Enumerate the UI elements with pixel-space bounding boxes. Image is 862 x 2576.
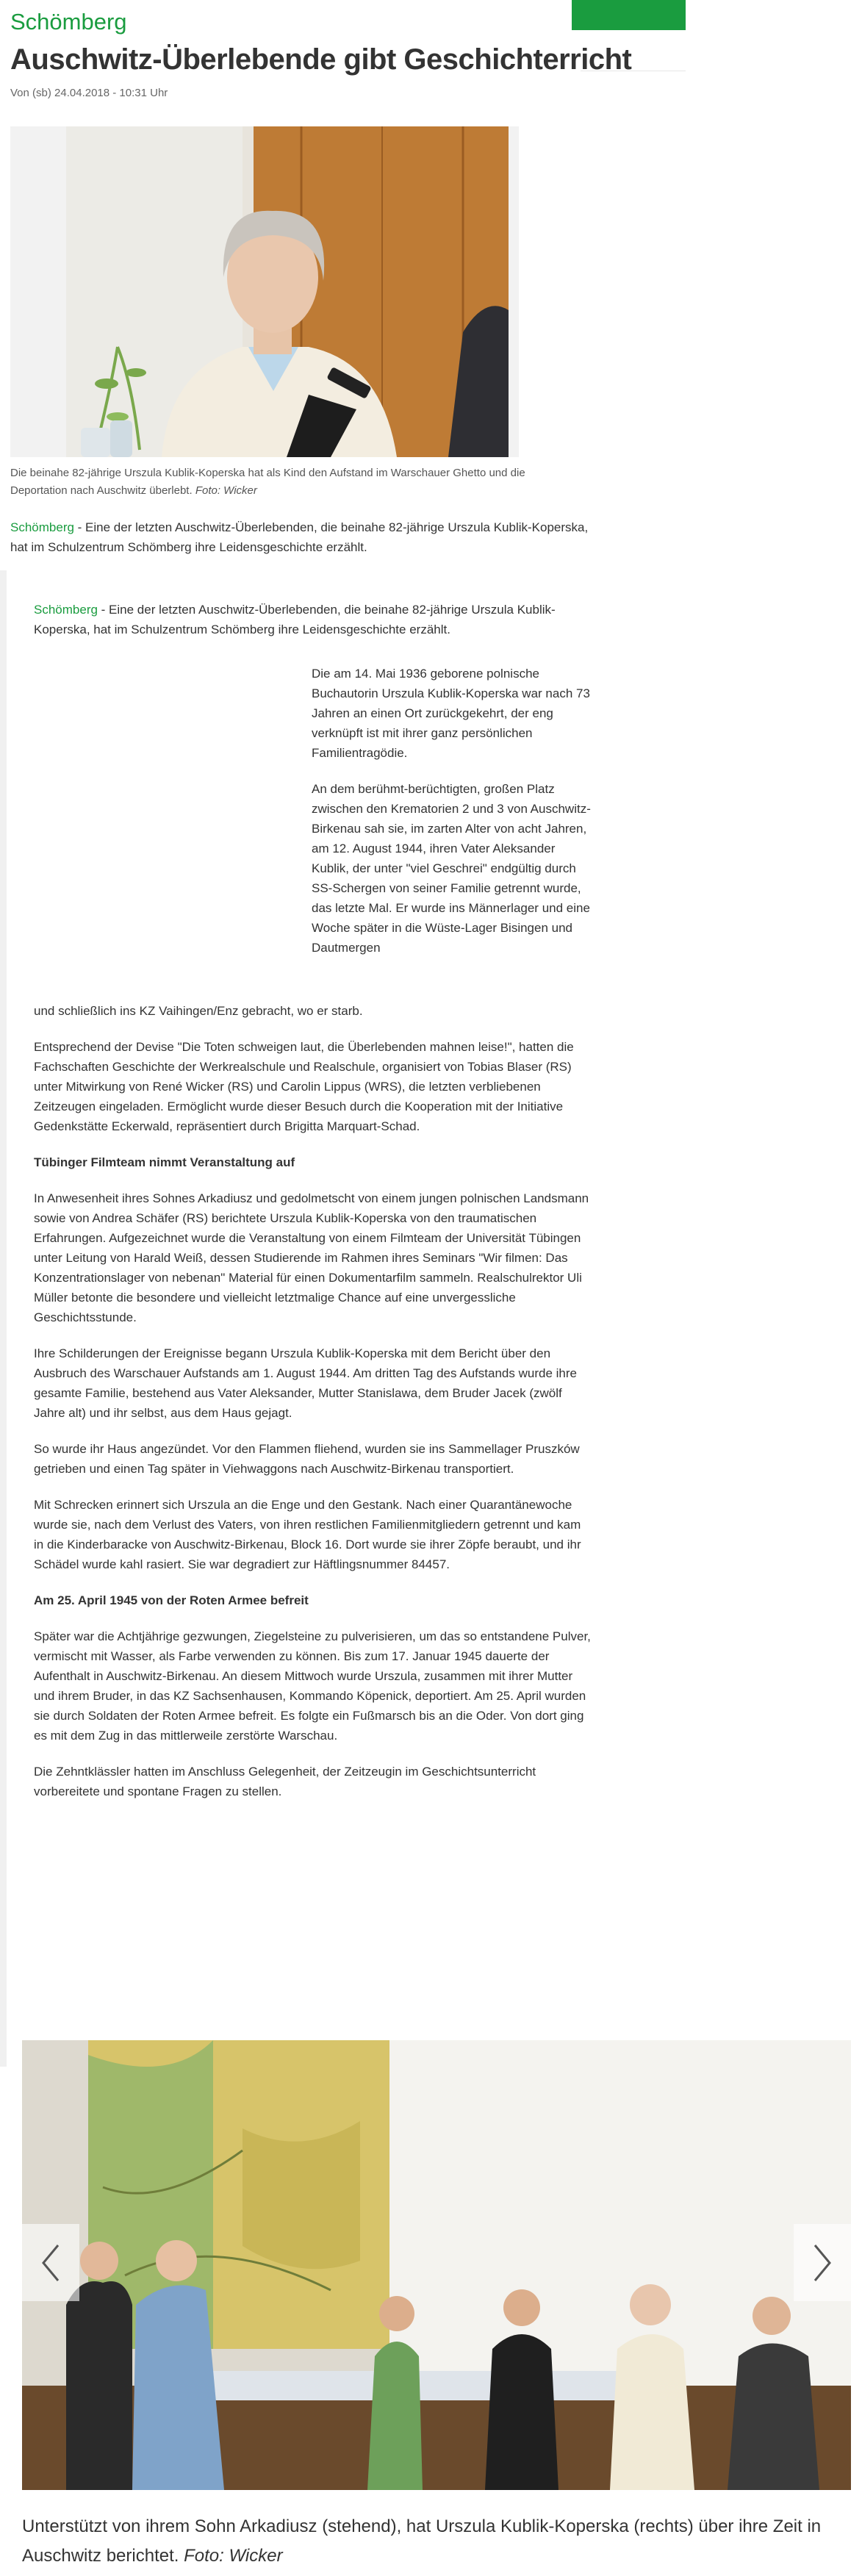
- chevron-left-icon: [36, 2241, 65, 2285]
- paragraph-1: Die am 14. Mai 1936 geborene polnische Buchautorin Urszula Kublik-Koperska war nach 73 Jahren an einen Ort zurückgekehrt, der eng verknüpft ist mit ihrer ganz persönlichen Familientragödie.: [312, 667, 590, 760]
- intro-location[interactable]: Schömberg: [34, 603, 98, 617]
- image-gallery[interactable]: [22, 2040, 851, 2490]
- article-kicker[interactable]: Schömberg: [10, 9, 127, 35]
- gallery-caption: [22, 2512, 851, 2571]
- article-intro: [34, 600, 592, 639]
- subheading-1: Tübinger Filmteam nimmt Veranstaltung auf: [34, 1155, 295, 1169]
- article-headline: Auschwitz-Überlebende gibt Geschichterricht: [10, 43, 632, 76]
- hero-photo-credit: Foto: Wicker: [195, 484, 257, 497]
- hero-image-frame[interactable]: [10, 126, 519, 457]
- paragraph-3: Entsprechend der Devise "Die Toten schweigen laut, die Überlebenden mahnen leise!", hatten die Fachschaften Geschichte der Werkrealschule und Realschule, organisiert von Tobias Blaser (RS) unter Mitwirkung von René Wicker (RS) und Carolin Lippus (WRS), die letzten verbliebenen Zeitzeugen eingeladen. Ermöglicht wurde dieser Besuch durch die Kooperation mit der Initiative Gedenkstätte Eckerwald, repräsentiert durch Brigitta Marquart-Schad.: [34, 1040, 574, 1133]
- paragraph-9: Die Zehntklässler hatten im Anschluss Gelegenheit, der Zeitzeugin im Geschichtsunterricht vorbereitete und spontane Fragen zu stellen.: [34, 1765, 536, 1798]
- article-float-column: [312, 664, 592, 958]
- hero-caption-text: Die beinahe 82-jährige Urszula Kublik-Koperska hat als Kind den Aufstand im Warschauer Ghetto und die Deportation nach Auschwitz überlebt.: [10, 467, 525, 497]
- subheading-2: Am 25. April 1945 von der Roten Armee befreit: [34, 1593, 309, 1607]
- article-body: [34, 1001, 592, 1818]
- paragraph-7: Mit Schrecken erinnert sich Urszula an die Enge und den Gestank. Nach einer Quarantänewoche wurde sie, nach dem Verlust des Vaters, von ihren restlichen Familienmitgliedern getrennt und kam in die Kinderbaracke von Auschwitz-Birkenau, Block 16. Dort wurde sie ihrer Zöpfe beraubt, und ihr Schädel wurde kahl rasiert. Sie war degradiert zur Häftlingsnummer 84457.: [34, 1498, 581, 1571]
- lead-location[interactable]: Schömberg: [10, 520, 74, 534]
- paragraph-8: Später war die Achtjährige gezwungen, Ziegelsteine zu pulverisieren, um das so entstandene Pulver, vermischt mit Wasser, als Farbe verwenden zu können. Bis zum 17. Januar 1945 dauerte der Aufenthalt in Auschwitz-Birkenau. An diesem Mittwoch wurde Urszula, zusammen mit ihrer Mutter und ihrem Bruder, in das KZ Sachsenhausen, Kommando Köpenick, deportiert. Am 25. April wurden sie durch Soldaten der Roten Armee befreit. Es folgte ein Fußmarsch bis an die Oder. Von dort ging es mit dem Zug in das mittlerweile zerstörte Warschau.: [34, 1629, 591, 1743]
- gallery-next-button[interactable]: [794, 2224, 851, 2301]
- article-meta: Von (sb) 24.04.2018 - 10:31 Uhr: [10, 87, 168, 99]
- hero-photo[interactable]: [66, 126, 509, 457]
- header-brand-block[interactable]: [572, 0, 686, 30]
- hero-caption: [10, 464, 583, 500]
- chevron-right-icon: [808, 2241, 837, 2285]
- gallery-caption-text: Unterstützt von ihrem Sohn Arkadiusz (stehend), hat Urszula Kublik-Koperska (rechts) über ihre Zeit in Auschwitz berichtet.: [22, 2516, 822, 2566]
- paragraph-2-tail: und schließlich ins KZ Vaihingen/Enz gebracht, wo er starb.: [34, 1004, 363, 1018]
- article-side-bar: [0, 570, 7, 2067]
- paragraph-4: In Anwesenheit ihres Sohnes Arkadiusz und gedolmetscht von einem jungen polnischen Landsmann sowie von Andrea Schäfer (RS) berichtete Urszula Kublik-Koperska von den traumatischen Erfahrungen. Aufgezeichnet wurde die Veranstaltung von einem Filmteam der Universität Tübingen unter Leitung von Harald Weiß, dessen Studierende im Rahmen ihres Seminars "Wir filmen: Das Konzentrationslager von nebenan" Material für einen Dokumentarfilm sammeln. Realschulrektor Uli Müller betonte die besondere und vielleicht letztmalige Chance auf eine unvergessliche Geschichtsstunde.: [34, 1191, 589, 1324]
- paragraph-2-float: An dem berühmt-berüchtigten, großen Platz zwischen den Krematorien 2 und 3 von Auschwitz-Birkenau sah sie, im zarten Alter von acht Jahren, am 12. August 1944, ihren Vater Aleksander Kublik, der unter "viel Geschrei" endgültig durch SS-Schergen von seiner Familie getrennt wurde, das letzte Mal. Er wurde ins Männerlager und eine Woche später in die Wüste-Lager Bisingen und Dautmergen: [312, 782, 591, 955]
- hero-photo-illustration: [66, 126, 509, 457]
- paragraph-6: So wurde ihr Haus angezündet. Vor den Flammen fliehend, wurden sie ins Sammellager Pruszków getrieben und einen Tag später in Viehwaggons nach Auschwitz-Birkenau transportiert.: [34, 1442, 580, 1476]
- article-lead: [10, 517, 591, 557]
- gallery-photo: [22, 2040, 851, 2490]
- intro-text: - Eine der letzten Auschwitz-Überlebenden, die beinahe 82-jährige Urszula Kublik-Koperska, hat im Schulzentrum Schömberg ihre Leidensgeschichte erzählt.: [34, 603, 556, 636]
- lead-text: - Eine der letzten Auschwitz-Überlebenden, die beinahe 82-jährige Urszula Kublik-Koperska, hat im Schulzentrum Schömberg ihre Leidensgeschichte erzählt.: [10, 520, 589, 554]
- gallery-prev-button[interactable]: [22, 2224, 79, 2301]
- gallery-photo-credit: Foto: Wicker: [184, 2546, 283, 2566]
- paragraph-5: Ihre Schilderungen der Ereignisse begann Urszula Kublik-Koperska mit dem Bericht über den Ausbruch des Warschauer Aufstands am 1. August 1944. Am dritten Tag des Aufstands wurde ihre gesamte Familie, bestehend aus Vater Aleksander, Mutter Stanislawa, dem Bruder Jacek (zwölf Jahre alt) und ihr selbst, aus dem Haus gejagt.: [34, 1346, 577, 1420]
